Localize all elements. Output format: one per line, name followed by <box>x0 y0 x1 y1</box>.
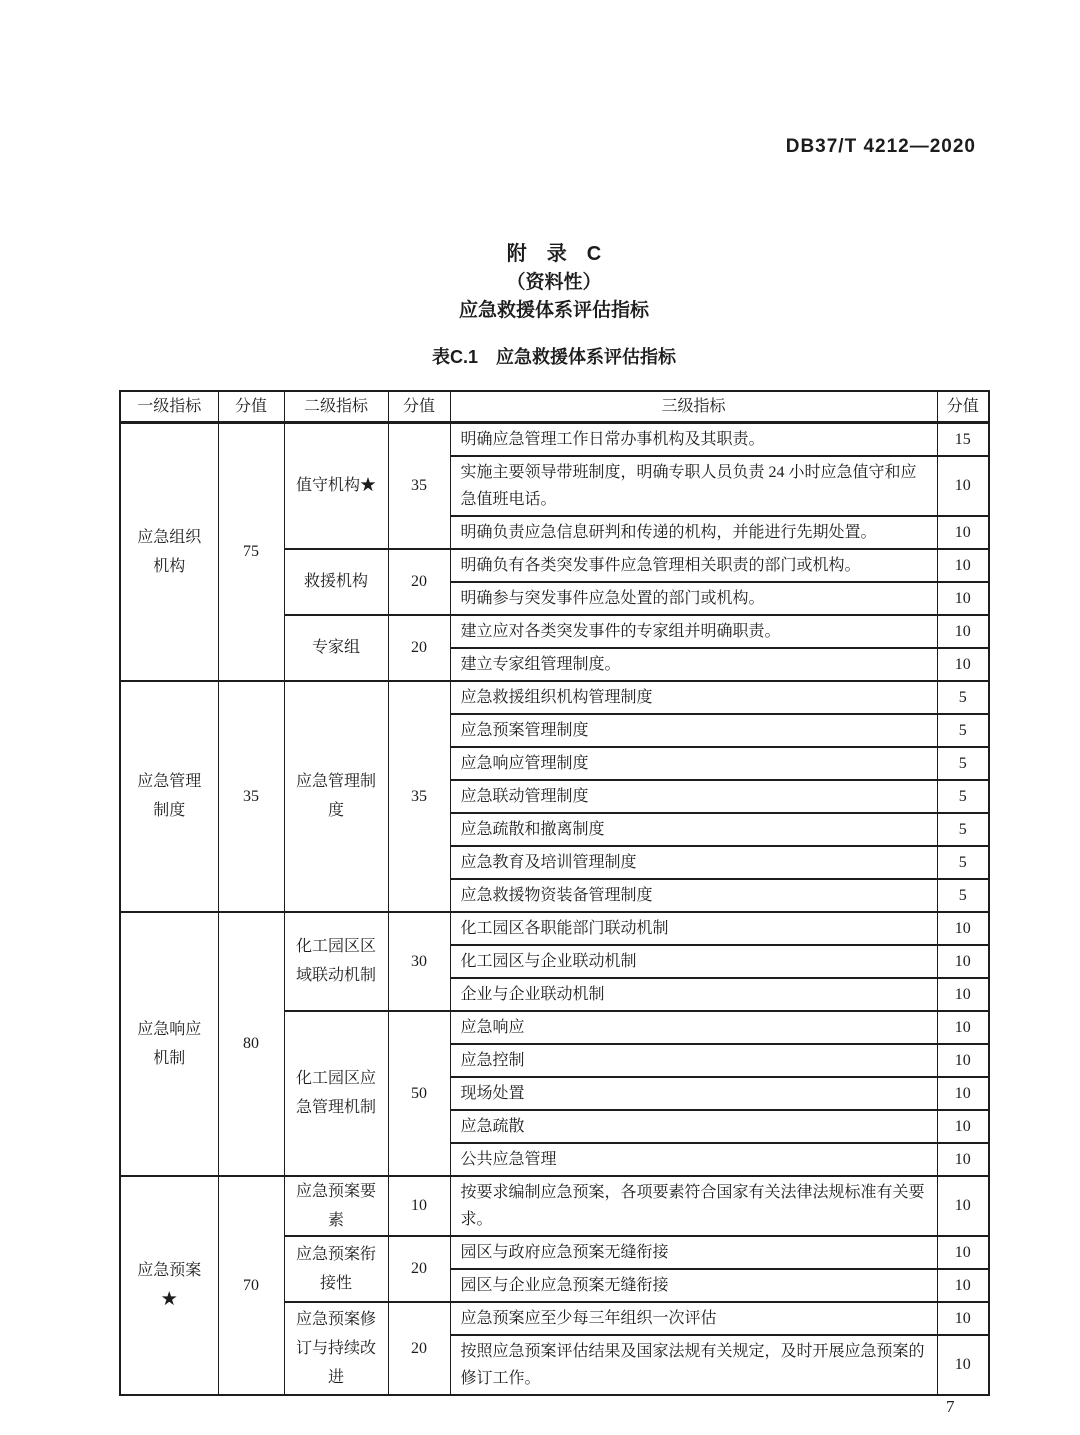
level1-cell: 应急组织机构 <box>120 422 218 681</box>
criterion-score-cell: 10 <box>937 516 989 549</box>
criterion-cell: 应急预案管理制度 <box>450 714 937 747</box>
level2-cell: 化工园区应急管理机制 <box>284 1011 388 1176</box>
level1-score-cell: 80 <box>218 912 284 1176</box>
level2-cell: 值守机构★ <box>284 422 388 549</box>
eval-table-body <box>120 422 989 1395</box>
criterion-score-cell: 5 <box>937 879 989 912</box>
criterion-score-cell: 10 <box>937 456 989 516</box>
criterion-cell: 明确负有各类突发事件应急管理相关职责的部门或机构。 <box>450 549 937 582</box>
criterion-score-cell: 15 <box>937 422 989 456</box>
table-caption: 表C.1 应急救援体系评估指标 <box>431 347 676 367</box>
header-level1: 一级指标 <box>120 391 218 422</box>
level2-cell: 救援机构 <box>284 549 388 615</box>
criterion-cell: 按照应急预案评估结果及国家法规有关规定，及时开展应急预案的修订工作。 <box>450 1335 937 1395</box>
criterion-cell: 按要求编制应急预案，各项要素符合国家有关法律法规标准有关要求。 <box>450 1176 937 1236</box>
level2-cell: 应急管理制度 <box>284 681 388 912</box>
evaluation-table <box>119 390 990 1396</box>
level2-cell: 应急预案衔接性 <box>284 1236 388 1302</box>
criterion-cell: 应急控制 <box>450 1044 937 1077</box>
criterion-cell: 应急疏散和撤离制度 <box>450 813 937 846</box>
criterion-score-cell: 5 <box>937 780 989 813</box>
criterion-score-cell: 5 <box>937 714 989 747</box>
criterion-score-cell: 10 <box>937 1269 989 1302</box>
appendix-classification: （资料性） <box>506 272 602 293</box>
criterion-cell: 现场处置 <box>450 1077 937 1110</box>
criterion-score-cell: 10 <box>937 582 989 615</box>
criterion-score-cell: 5 <box>937 681 989 714</box>
level2-score-cell: 20 <box>388 1302 450 1395</box>
level2-score-cell: 20 <box>388 1236 450 1302</box>
criterion-score-cell: 5 <box>937 747 989 780</box>
level2-cell: 化工园区区域联动机制 <box>284 912 388 1011</box>
criterion-cell: 明确参与突发事件应急处置的部门或机构。 <box>450 582 937 615</box>
level2-score-cell: 20 <box>388 549 450 615</box>
criterion-score-cell: 10 <box>937 1011 989 1044</box>
criterion-score-cell: 10 <box>937 912 989 945</box>
appendix-subject: 应急救援体系评估指标 <box>458 300 649 321</box>
criterion-cell: 应急教育及培训管理制度 <box>450 846 937 879</box>
level2-score-cell: 30 <box>388 912 450 1011</box>
criterion-score-cell: 10 <box>937 1110 989 1143</box>
level1-score-cell: 75 <box>218 422 284 681</box>
level2-score-cell: 10 <box>388 1176 450 1236</box>
criterion-cell: 园区与政府应急预案无缝衔接 <box>450 1236 937 1269</box>
criterion-cell: 应急联动管理制度 <box>450 780 937 813</box>
level1-cell: 应急管理制度 <box>120 681 218 912</box>
criterion-score-cell: 10 <box>937 1335 989 1395</box>
level2-score-cell: 35 <box>388 681 450 912</box>
table-row <box>120 1176 989 1236</box>
level1-cell: 应急响应机制 <box>120 912 218 1176</box>
level2-cell: 应急预案要素 <box>284 1176 388 1236</box>
criterion-score-cell: 10 <box>937 978 989 1011</box>
table-row <box>120 912 989 945</box>
level1-score-cell: 70 <box>218 1176 284 1395</box>
level1-score-cell: 35 <box>218 681 284 912</box>
criterion-score-cell: 10 <box>937 1236 989 1269</box>
criterion-cell: 化工园区与企业联动机制 <box>450 945 937 978</box>
criterion-cell: 建立专家组管理制度。 <box>450 648 937 681</box>
criterion-score-cell: 10 <box>937 1302 989 1335</box>
header-score2: 分值 <box>388 391 450 422</box>
criterion-cell: 建立应对各类突发事件的专家组并明确职责。 <box>450 615 937 648</box>
criterion-score-cell: 5 <box>937 813 989 846</box>
criterion-cell: 化工园区各职能部门联动机制 <box>450 912 937 945</box>
level2-score-cell: 50 <box>388 1011 450 1176</box>
criterion-score-cell: 10 <box>937 615 989 648</box>
criterion-cell: 应急响应管理制度 <box>450 747 937 780</box>
criterion-score-cell: 10 <box>937 1143 989 1176</box>
table-row <box>120 422 989 456</box>
criterion-cell: 实施主要领导带班制度，明确专职人员负责 24 小时应急值守和应急值班电话。 <box>450 456 937 516</box>
page-number: 7 <box>946 1397 955 1416</box>
criterion-score-cell: 10 <box>937 1044 989 1077</box>
header-score1: 分值 <box>218 391 284 422</box>
level2-cell: 应急预案修订与持续改进 <box>284 1302 388 1395</box>
criterion-cell: 应急救援物资装备管理制度 <box>450 879 937 912</box>
criterion-score-cell: 10 <box>937 945 989 978</box>
header-score3: 分值 <box>937 391 989 422</box>
criterion-cell: 明确应急管理工作日常办事机构及其职责。 <box>450 422 937 456</box>
criterion-cell: 明确负责应急信息研判和传递的机构，并能进行先期处置。 <box>450 516 937 549</box>
header-level2: 二级指标 <box>284 391 388 422</box>
standard-code: DB37/T 4212—2020 <box>785 136 976 157</box>
level2-score-cell: 35 <box>388 422 450 549</box>
criterion-score-cell: 10 <box>937 1176 989 1236</box>
criterion-cell: 应急预案应至少每三年组织一次评估 <box>450 1302 937 1335</box>
criterion-score-cell: 10 <box>937 549 989 582</box>
appendix-title: 附 录 C <box>506 243 602 265</box>
level1-cell: 应急预案★ <box>120 1176 218 1395</box>
level2-cell: 专家组 <box>284 615 388 681</box>
criterion-cell: 公共应急管理 <box>450 1143 937 1176</box>
table-row <box>120 681 989 714</box>
header-level3: 三级指标 <box>450 391 937 422</box>
criterion-score-cell: 5 <box>937 846 989 879</box>
criterion-cell: 企业与企业联动机制 <box>450 978 937 1011</box>
criterion-cell: 园区与企业应急预案无缝衔接 <box>450 1269 937 1302</box>
criterion-score-cell: 10 <box>937 1077 989 1110</box>
criterion-score-cell: 10 <box>937 648 989 681</box>
criterion-cell: 应急疏散 <box>450 1110 937 1143</box>
criterion-cell: 应急响应 <box>450 1011 937 1044</box>
criterion-cell: 应急救援组织机构管理制度 <box>450 681 937 714</box>
table-header-row <box>120 391 989 422</box>
level2-score-cell: 20 <box>388 615 450 681</box>
